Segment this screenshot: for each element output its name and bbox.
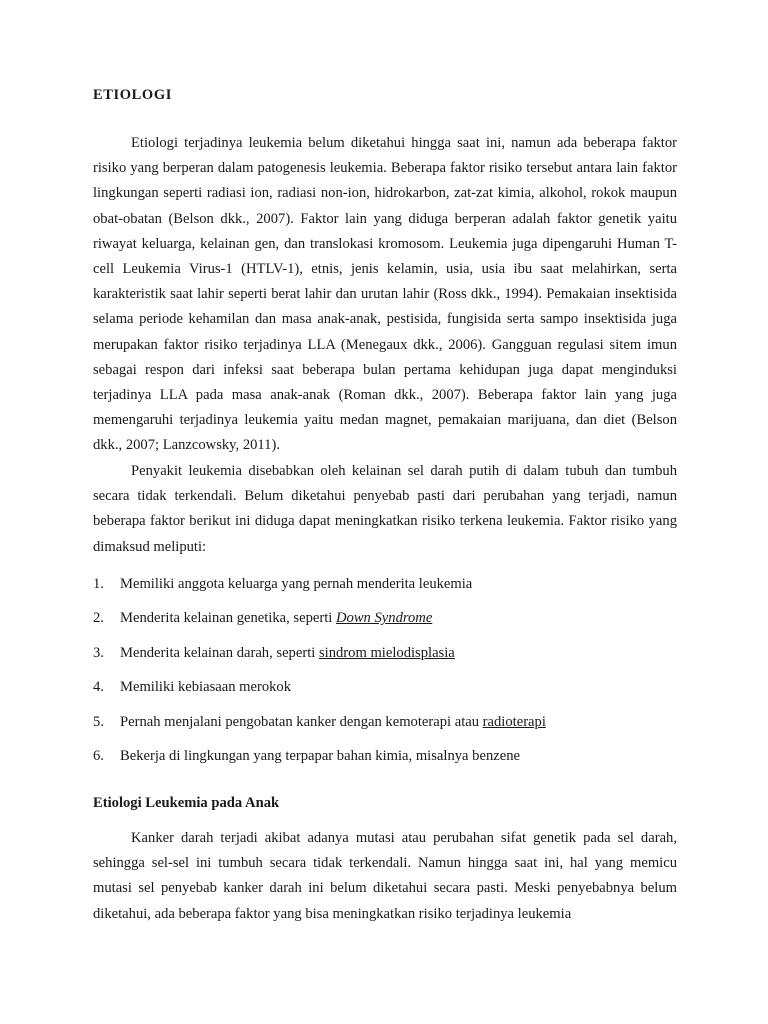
list-item	[93, 710, 546, 744]
list-number: 3.	[93, 644, 104, 661]
list-item	[93, 606, 546, 640]
list-text: Bekerja di lingkungan yang terpapar bahan kimia, misalnya benzene	[120, 747, 520, 764]
section-heading: ETIOLOGI	[93, 87, 172, 103]
list-item	[93, 744, 546, 778]
link-radioterapi[interactable]: radioterapi	[482, 713, 546, 730]
list-item	[93, 641, 546, 675]
list-text: Pernah menjalani pengobatan kanker dengan kemoterapi atau	[120, 713, 483, 730]
list-number: 2.	[93, 610, 104, 627]
list-text: Menderita kelainan genetika, seperti	[120, 610, 336, 627]
list-text: Memiliki anggota keluarga yang pernah menderita leukemia	[120, 576, 473, 592]
list-number: 1.	[93, 576, 104, 592]
list-text: Menderita kelainan darah, seperti	[120, 644, 319, 661]
link-down-syndrome[interactable]: Down Syndrome	[335, 610, 433, 627]
risk-factor-list	[93, 572, 546, 778]
list-item	[93, 572, 546, 606]
list-text: Memiliki kebiasaan merokok	[120, 679, 292, 696]
link-sindrom-mielodisplasia[interactable]: sindrom mielodisplasia	[318, 644, 455, 661]
subsection-heading: Etiologi Leukemia pada Anak	[93, 795, 280, 811]
list-number: 6.	[93, 747, 104, 764]
list-number: 5.	[93, 713, 104, 730]
list-item	[93, 675, 546, 709]
list-number: 4.	[93, 679, 104, 696]
paragraph-etiology: Etiologi terjadinya leukemia belum diketahui hingga saat ini, namun ada beberapa faktor risiko yang berperan dalam patogenesis leukemia. Beberapa faktor risiko tersebut antara lain faktor lingkungan seperti radiasi ion, radiasi non-ion, hidrokarbon, zat-zat kimia, alkohol, rokok maupun obat-obatan (Belson dkk., 2007). Faktor lain yang diduga berperan adalah faktor genetik yaitu riwayat keluarga, kelainan gen, dan translokasi kromosom. Leukemia juga dipengaruhi Human T-cell Leukemia Virus-1 (HTLV-1), etnis, jenis kelamin, usia, usia ibu saat melahirkan, serta karakteristik saat lahir seperti berat lahir dan urutan lahir (Ross dkk., 1994). Pemakaian insektisida selama periode kehamilan dan masa anak-anak, pestisida, fungisida serta sampo insektisida juga merupakan faktor risiko terjadinya LLA (Menegaux dkk., 2006). Gangguan regulasi sitem imun sebagai respon dari infeksi saat beberapa bulan pertama kehidupan juga dapat menginduksi terjadinya LLA pada masa anak-anak (Roman dkk., 2007). Beberapa faktor lain yang juga memengaruhi terjadinya leukemia yaitu medan magnet, pemakaian marijuana, dan diet (Belson dkk., 2007; Lanzcowsky, 2011).	[93, 135, 677, 454]
paragraph-causes: Penyakit leukemia disebabkan oleh kelainan sel darah putih di dalam tubuh dan tumbuh secara tidak terkendali. Belum diketahui penyebab pasti dari perubahan yang terjadi, namun beberapa faktor berikut ini diduga dapat meningkatkan risiko terkena leukemia. Faktor risiko yang dimaksud meliputi:	[93, 463, 677, 555]
paragraph-children: Kanker darah terjadi akibat adanya mutasi atau perubahan sifat genetik pada sel darah, sehingga sel-sel ini tumbuh secara tidak terkendali. Namun hingga saat ini, hal yang memicu mutasi sel penyebab kanker darah ini belum diketahui secara pasti. Meski penyebabnya belum diketahui, ada beberapa faktor yang bisa meningkatkan risiko terjadinya leukemia	[93, 830, 677, 922]
